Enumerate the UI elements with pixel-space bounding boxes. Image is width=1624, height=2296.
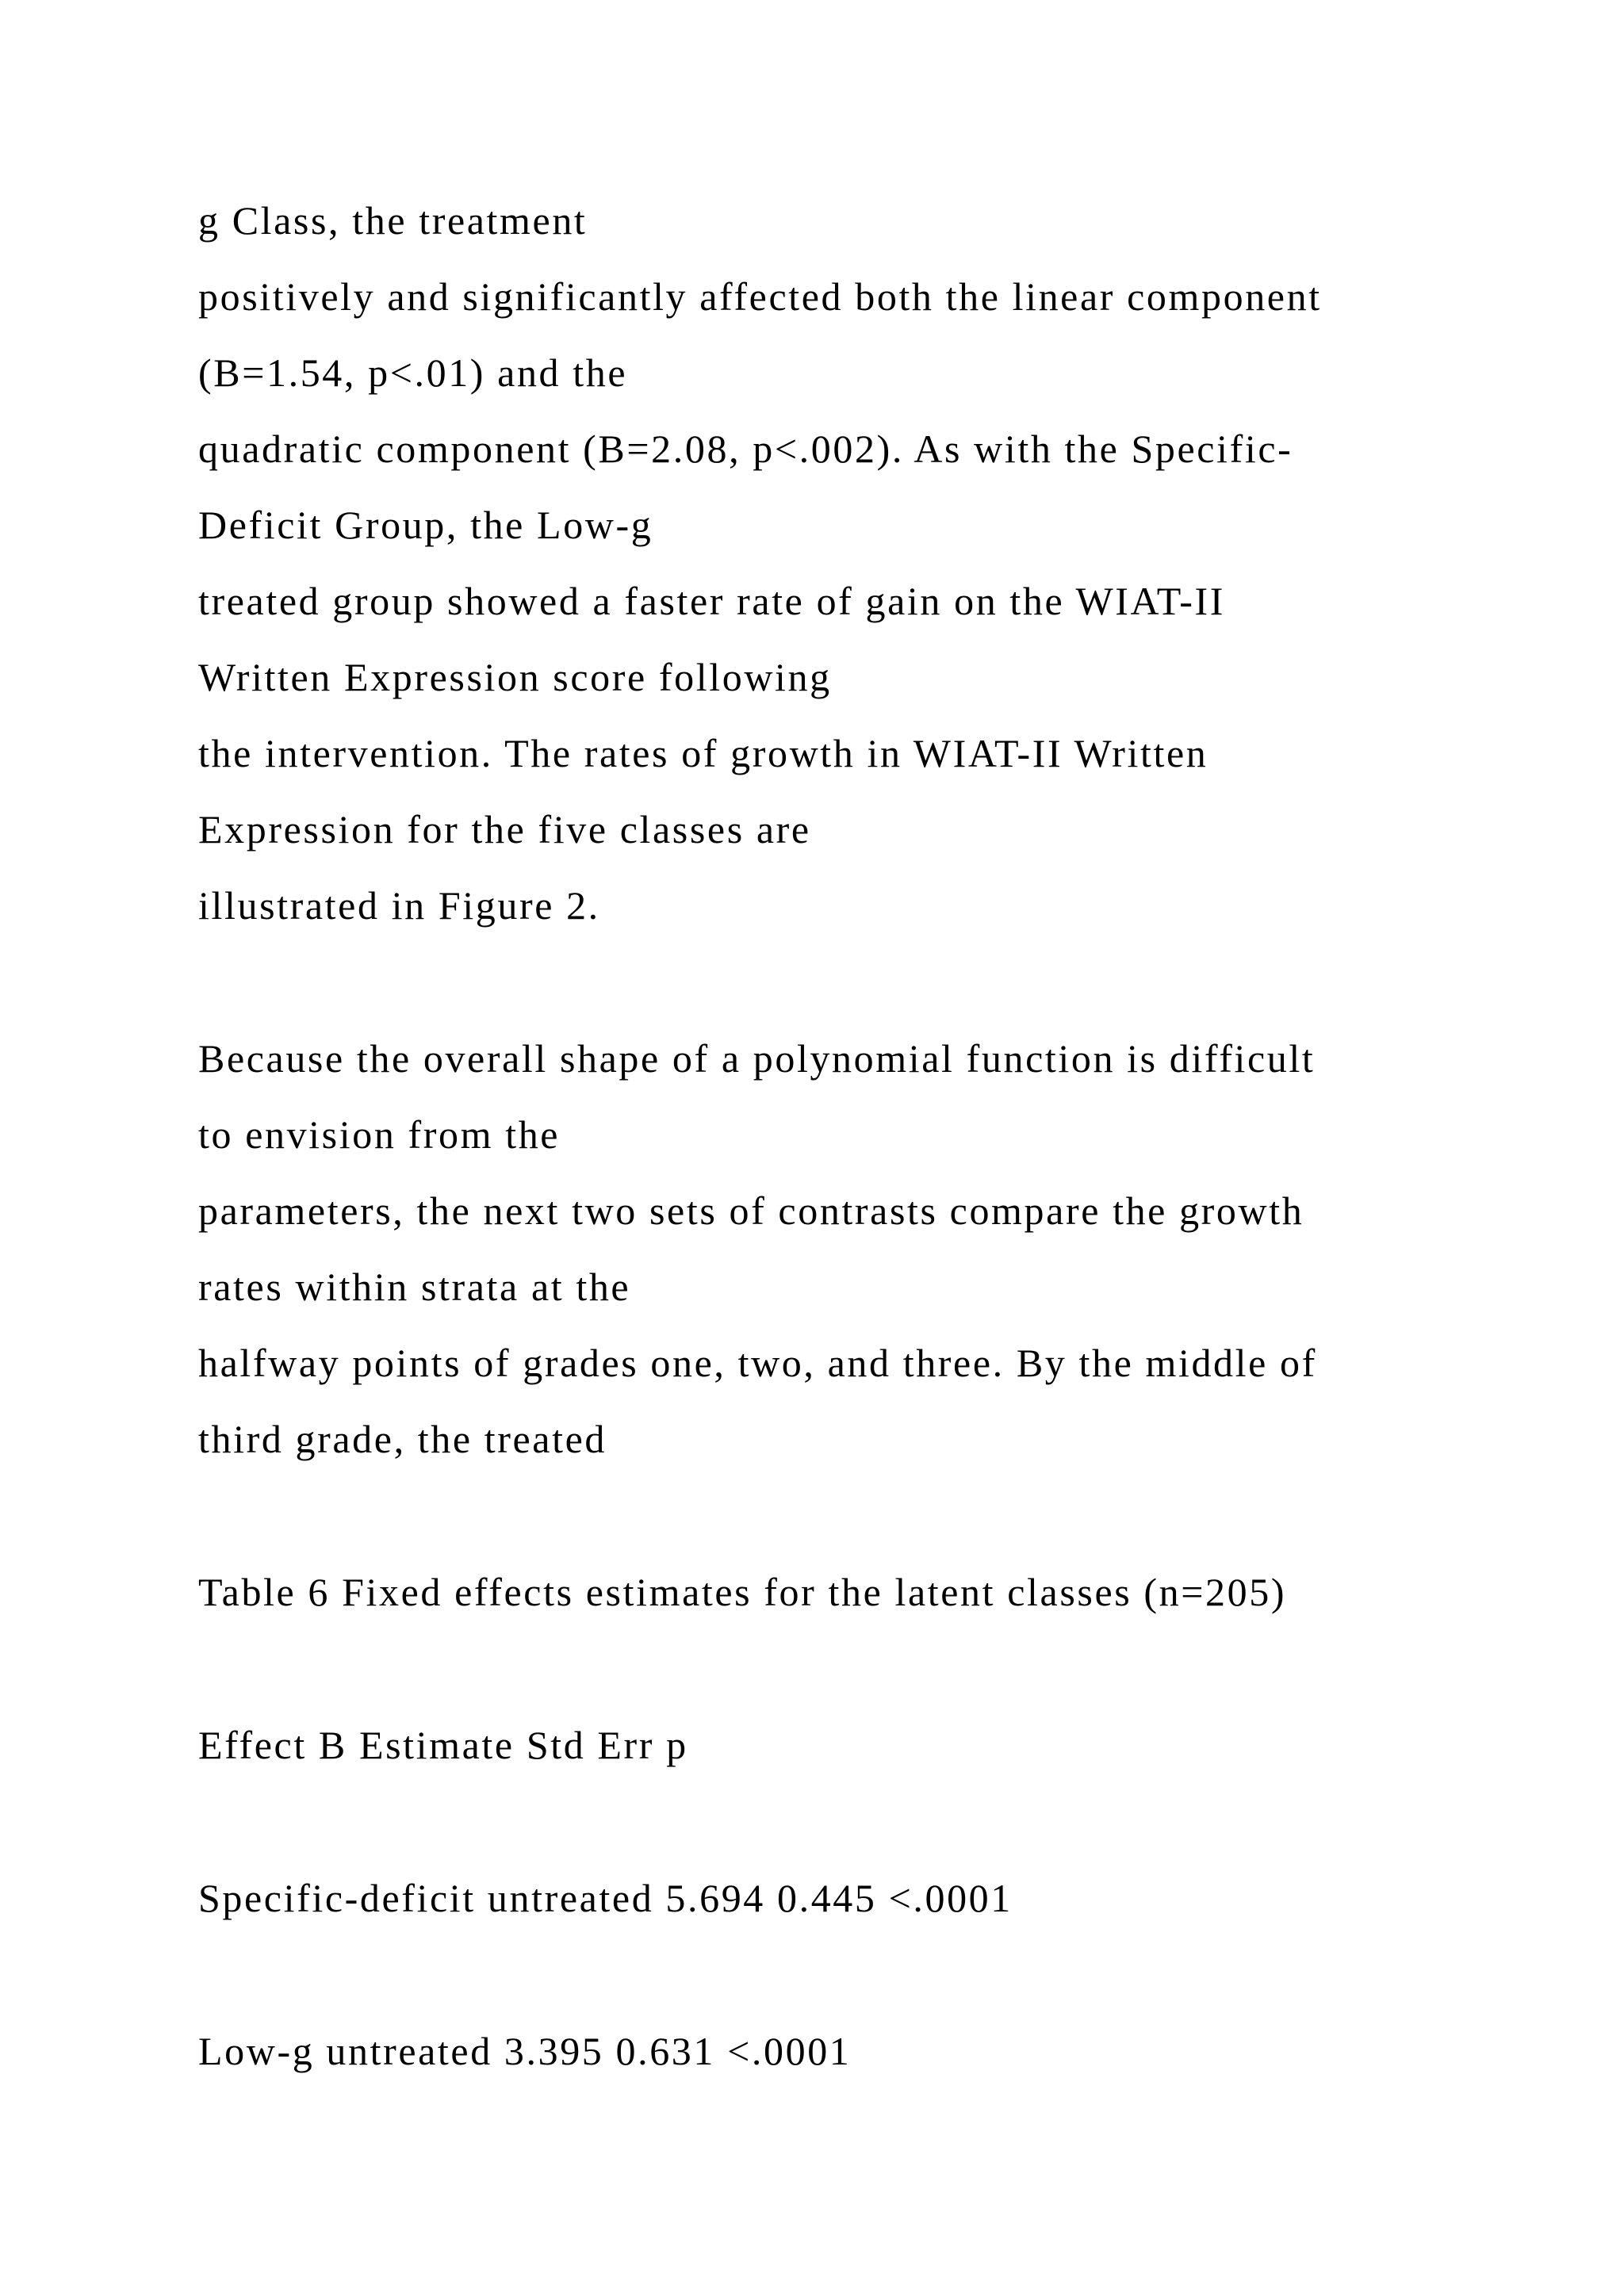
text-line: third grade, the treated — [198, 1417, 607, 1461]
table-row: Specific-deficit untreated 5.694 0.445 <.0001 — [198, 1876, 1013, 1920]
table-header: Effect B Estimate Std Err p — [198, 1723, 688, 1767]
text-line: g Class, the treatment — [198, 198, 588, 243]
text-line: (B=1.54, p<.01) and the — [198, 350, 628, 395]
text-line: Expression for the five classes are — [198, 807, 811, 851]
text-line: treated group showed a faster rate of gain on the WIAT-II — [198, 579, 1226, 623]
text-line: rates within strata at the — [198, 1265, 631, 1309]
text-line: positively and significantly affected both the linear component — [198, 274, 1322, 319]
text-line: the intervention. The rates of growth in WIAT-II Written — [198, 731, 1208, 775]
text-line: illustrated in Figure 2. — [198, 883, 600, 928]
text-line: to envision from the — [198, 1112, 561, 1157]
text-line: halfway points of grades one, two, and three. By the middle of — [198, 1341, 1317, 1385]
text-line: Because the overall shape of a polynomial function is difficult — [198, 1036, 1316, 1081]
text-line: Deficit Group, the Low-g — [198, 503, 653, 547]
table-row: Low-g untreated 3.395 0.631 <.0001 — [198, 2029, 852, 2073]
text-line: quadratic component (B=2.08, p<.002). As with the Specific- — [198, 427, 1293, 471]
table-caption: Table 6 Fixed effects estimates for the latent classes (n=205) — [198, 1570, 1287, 1614]
text-line: parameters, the next two sets of contrasts compare the growth — [198, 1188, 1304, 1233]
text-line: Written Expression score following — [198, 655, 832, 699]
